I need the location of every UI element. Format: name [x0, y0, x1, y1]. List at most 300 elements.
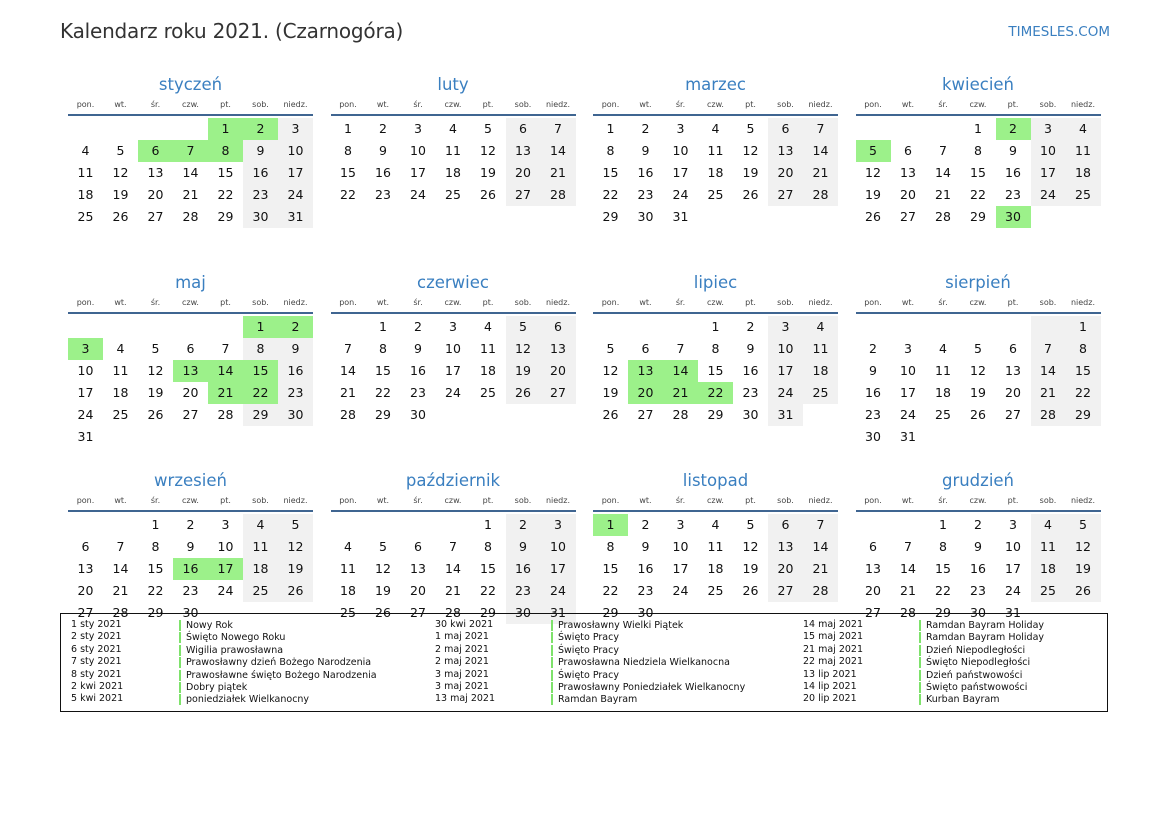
day-cell: 26 [742, 187, 759, 202]
day-cell: 3 [541, 514, 576, 536]
day-cell: 19 [742, 561, 759, 576]
holiday-day-cell: 14 [663, 360, 698, 382]
day-cell: 24 [445, 385, 461, 400]
weekday-header [593, 98, 838, 116]
day-cell: 24 [410, 187, 426, 202]
day-cell: 7 [344, 341, 352, 356]
weekday-label: pt. [1007, 100, 1019, 109]
day-cell: 26 [1066, 580, 1101, 602]
days-grid [856, 316, 1101, 448]
weekday-label: pt. [482, 496, 494, 505]
empty-day-cell [138, 316, 173, 338]
day-cell: 31 [77, 429, 94, 444]
day-cell: 24 [77, 407, 94, 422]
empty-day-cell [926, 316, 961, 338]
day-cell: 14 [803, 536, 838, 558]
weekday-label: pt. [220, 298, 231, 307]
day-cell: 17 [445, 363, 461, 378]
weekday-label: wt. [639, 496, 652, 505]
day-cell: 14 [1031, 360, 1066, 382]
day-cell: 6 [541, 316, 576, 338]
holiday-day-cell: 3 [68, 338, 103, 360]
day-cell: 19 [375, 583, 391, 598]
days-grid [593, 316, 838, 426]
day-cell: 1 [344, 121, 352, 136]
empty-day-cell [208, 316, 243, 338]
day-cell: 5 [746, 517, 755, 532]
day-cell: 25 [243, 580, 278, 602]
holiday-name: poniedziałek Wielkanocny [179, 694, 309, 705]
weekday-label: śr. [150, 496, 161, 505]
day-cell: 10 [1031, 140, 1066, 162]
day-cell: 15 [1066, 360, 1101, 382]
day-cell: 25 [1066, 184, 1101, 206]
holiday-name: Ramdan Bayram Holiday [919, 632, 1044, 643]
day-cell: 3 [278, 118, 313, 140]
day-cell: 19 [1066, 558, 1101, 580]
day-cell: 8 [379, 341, 387, 356]
day-cell: 9 [869, 363, 877, 378]
day-cell: 15 [935, 561, 951, 576]
day-cell: 2 [869, 341, 877, 356]
empty-day-cell [103, 316, 138, 338]
weekday-label: śr. [150, 100, 161, 109]
holiday-date: 8 sty 2021 [71, 668, 122, 680]
day-cell: 23 [970, 583, 986, 598]
day-cell: 2 [974, 517, 982, 532]
day-cell: 9 [641, 143, 650, 158]
weekday-label: wt. [376, 298, 390, 307]
day-cell: 20 [768, 558, 803, 580]
weekday-label: niedz. [808, 496, 833, 505]
empty-day-cell [628, 316, 663, 338]
day-cell: 25 [112, 407, 129, 422]
day-cell: 30 [865, 429, 881, 444]
day-cell: 21 [340, 385, 356, 400]
day-cell: 4 [116, 341, 125, 356]
weekday-label: czw. [444, 100, 462, 109]
day-cell: 9 [186, 539, 195, 554]
holiday-date: 15 maj 2021 [803, 631, 864, 643]
holiday-date: 1 maj 2021 [435, 631, 489, 643]
holiday-day-cell: 15 [243, 360, 278, 382]
day-cell: 18 [340, 583, 356, 598]
weekday-header [593, 494, 838, 512]
holiday-date: 14 maj 2021 [803, 619, 864, 630]
day-cell: 28 [182, 209, 199, 224]
empty-day-cell [961, 316, 996, 338]
weekday-header [331, 98, 576, 116]
day-cell: 15 [970, 165, 986, 180]
day-cell: 16 [1005, 165, 1021, 180]
day-cell: 18 [803, 360, 838, 382]
day-cell: 26 [506, 382, 541, 404]
day-cell: 9 [278, 338, 313, 360]
day-cell: 17 [1005, 561, 1021, 576]
day-cell: 21 [935, 187, 951, 202]
day-cell: 17 [77, 385, 94, 400]
day-cell: 22 [1066, 382, 1101, 404]
weekday-label: sob. [252, 298, 269, 307]
weekday-label: sob. [1039, 496, 1057, 505]
weekday-header [68, 296, 313, 314]
day-cell: 13 [147, 165, 164, 180]
empty-day-cell [856, 118, 891, 140]
day-cell: 1 [974, 121, 982, 136]
month-name: luty [437, 75, 469, 94]
day-cell: 26 [970, 407, 986, 422]
holiday-name: Święto Pracy [551, 645, 619, 656]
day-cell: 4 [484, 319, 492, 334]
day-cell: 5 [278, 514, 313, 536]
holiday-date: 2 sty 2021 [71, 631, 122, 643]
day-cell: 8 [974, 143, 982, 158]
empty-day-cell [926, 118, 961, 140]
days-grid [331, 514, 576, 624]
day-cell: 23 [1005, 187, 1021, 202]
day-cell: 21 [900, 583, 916, 598]
day-cell: 19 [742, 165, 759, 180]
day-cell: 9 [641, 539, 650, 554]
day-cell: 20 [77, 583, 94, 598]
day-cell: 14 [935, 165, 951, 180]
day-cell: 28 [672, 407, 689, 422]
holiday-name: Prawosławny dzień Bożego Narodzenia [179, 657, 371, 668]
day-cell: 4 [243, 514, 278, 536]
day-cell: 3 [676, 121, 685, 136]
day-cell: 31 [278, 206, 313, 228]
weekday-label: wt. [376, 100, 390, 109]
day-cell: 18 [1031, 558, 1066, 580]
weekday-header [593, 296, 838, 314]
weekday-label: sob. [252, 496, 269, 505]
day-cell: 20 [900, 187, 916, 202]
weekday-label: wt. [639, 298, 652, 307]
day-cell: 15 [147, 561, 164, 576]
days-grid [331, 316, 576, 426]
holiday-name: Dzień Niepodległości [919, 645, 1025, 656]
day-cell: 12 [278, 536, 313, 558]
day-cell: 13 [77, 561, 94, 576]
day-cell: 18 [112, 385, 129, 400]
empty-day-cell [891, 118, 926, 140]
holiday-name: Święto Pracy [551, 670, 619, 681]
day-cell: 25 [340, 605, 356, 620]
day-cell: 13 [768, 536, 803, 558]
weekday-label: śr. [675, 298, 686, 307]
day-cell: 20 [506, 162, 541, 184]
month-calendar [331, 72, 576, 248]
weekday-label: śr. [413, 298, 423, 307]
day-cell: 28 [803, 580, 838, 602]
day-cell: 7 [1031, 338, 1066, 360]
day-cell: 7 [904, 539, 912, 554]
day-cell: 7 [116, 539, 125, 554]
day-cell: 6 [768, 514, 803, 536]
empty-day-cell [331, 316, 366, 338]
day-cell: 25 [803, 382, 838, 404]
day-cell: 21 [541, 162, 576, 184]
weekday-label: czw. [182, 496, 199, 505]
day-cell: 27 [900, 209, 916, 224]
day-cell: 11 [707, 539, 724, 554]
day-cell: 18 [480, 363, 496, 378]
day-cell: 13 [541, 338, 576, 360]
day-cell: 2 [506, 514, 541, 536]
weekday-label: pt. [220, 100, 231, 109]
day-cell: 9 [1009, 143, 1017, 158]
holiday-day-cell: 1 [243, 316, 278, 338]
holiday-date: 3 maj 2021 [435, 680, 489, 692]
holiday-date: 1 sty 2021 [71, 619, 122, 630]
empty-day-cell [366, 514, 401, 536]
day-cell: 22 [340, 187, 356, 202]
day-cell: 5 [1066, 514, 1101, 536]
day-cell: 30 [278, 404, 313, 426]
weekday-label: pon. [601, 100, 620, 109]
holiday-name: Nowy Rok [179, 620, 233, 631]
day-cell: 8 [151, 539, 160, 554]
holiday-date: 2 maj 2021 [435, 643, 489, 655]
weekday-label: sob. [514, 496, 532, 505]
month-calendar [593, 270, 838, 446]
day-cell: 26 [602, 407, 619, 422]
day-cell: 1 [151, 517, 160, 532]
day-cell: 15 [375, 363, 391, 378]
empty-day-cell [173, 316, 208, 338]
day-cell: 24 [768, 382, 803, 404]
day-cell: 1 [939, 517, 947, 532]
weekday-label: śr. [675, 100, 686, 109]
day-cell: 23 [243, 184, 278, 206]
day-cell: 10 [541, 536, 576, 558]
day-cell: 27 [865, 605, 881, 620]
day-cell: 5 [116, 143, 125, 158]
weekday-label: niedz. [1070, 298, 1096, 307]
day-cell: 30 [410, 407, 426, 422]
weekday-label: wt. [114, 100, 127, 109]
weekday-label: pon. [601, 496, 620, 505]
empty-day-cell [103, 118, 138, 140]
day-cell: 19 [865, 187, 881, 202]
day-cell: 21 [182, 187, 199, 202]
month-name: styczeń [158, 75, 223, 94]
day-cell: 18 [707, 561, 724, 576]
holiday-date: 3 maj 2021 [435, 668, 489, 680]
day-cell: 29 [970, 209, 986, 224]
weekday-header [68, 98, 313, 116]
day-cell: 5 [746, 121, 755, 136]
day-cell: 9 [506, 536, 541, 558]
day-cell: 3 [904, 341, 912, 356]
holiday-day-cell: 2 [278, 316, 313, 338]
day-cell: 27 [768, 184, 803, 206]
day-cell: 16 [375, 165, 391, 180]
day-cell: 14 [900, 561, 916, 576]
day-cell: 5 [151, 341, 160, 356]
day-cell: 4 [939, 341, 947, 356]
day-cell: 3 [414, 121, 422, 136]
day-cell: 4 [803, 316, 838, 338]
day-cell: 8 [484, 539, 492, 554]
day-cell: 25 [1031, 580, 1066, 602]
day-cell: 24 [1005, 583, 1021, 598]
day-cell: 28 [541, 184, 576, 206]
weekday-label: pon. [339, 298, 357, 307]
day-cell: 27 [410, 605, 426, 620]
day-cell: 13 [900, 165, 916, 180]
day-cell: 16 [865, 385, 881, 400]
day-cell: 26 [147, 407, 164, 422]
weekday-label: niedz. [545, 496, 571, 505]
day-cell: 23 [278, 382, 313, 404]
holiday-date: 6 sty 2021 [71, 643, 122, 655]
day-cell: 6 [81, 539, 90, 554]
day-cell: 9 [974, 539, 982, 554]
day-cell: 21 [445, 583, 461, 598]
holiday-name: Prawosławne święto Bożego Narodzenia [179, 670, 377, 681]
day-cell: 29 [217, 209, 234, 224]
day-cell: 24 [278, 184, 313, 206]
day-cell: 2 [746, 319, 755, 334]
holiday-date: 30 kwi 2021 [435, 619, 494, 630]
day-cell: 22 [970, 187, 986, 202]
day-cell: 12 [742, 539, 759, 554]
days-grid [68, 316, 313, 448]
holiday-day-cell: 6 [138, 140, 173, 162]
weekday-label: pt. [745, 298, 756, 307]
day-cell: 17 [768, 360, 803, 382]
day-cell: 10 [410, 143, 426, 158]
day-cell: 23 [182, 583, 199, 598]
weekday-label: pon. [339, 496, 357, 505]
day-cell: 6 [506, 118, 541, 140]
day-cell: 28 [112, 605, 129, 620]
day-cell: 5 [379, 539, 387, 554]
weekday-label: niedz. [283, 298, 308, 307]
day-cell: 12 [375, 561, 391, 576]
day-cell: 26 [742, 583, 759, 598]
day-cell: 21 [803, 162, 838, 184]
holiday-day-cell: 5 [856, 140, 891, 162]
day-cell: 5 [506, 316, 541, 338]
holiday-date: 5 kwi 2021 [71, 693, 124, 705]
day-cell: 31 [1005, 605, 1021, 620]
holiday-name: Prawosławny Poniedziałek Wielkanocny [551, 682, 745, 693]
day-cell: 18 [1066, 162, 1101, 184]
day-cell: 17 [278, 162, 313, 184]
holiday-date: 13 lip 2021 [803, 668, 857, 680]
empty-day-cell [891, 514, 926, 536]
weekday-label: pt. [482, 100, 494, 109]
day-cell: 15 [602, 165, 619, 180]
day-cell: 7 [803, 514, 838, 536]
holiday-name: Kurban Bayram [919, 694, 1000, 705]
day-cell: 11 [340, 561, 356, 576]
holiday-date: 7 sty 2021 [71, 656, 122, 668]
day-cell: 6 [641, 341, 650, 356]
weekday-label: sob. [777, 496, 794, 505]
day-cell: 4 [1031, 514, 1066, 536]
day-cell: 25 [935, 407, 951, 422]
weekday-label: śr. [413, 100, 423, 109]
day-cell: 19 [112, 187, 129, 202]
day-cell: 29 [147, 605, 164, 620]
weekday-label: niedz. [1070, 496, 1096, 505]
day-cell: 22 [602, 187, 619, 202]
day-cell: 3 [449, 319, 457, 334]
weekday-header [856, 296, 1101, 314]
day-cell: 4 [711, 517, 720, 532]
day-cell: 8 [243, 338, 278, 360]
holiday-day-cell: 20 [628, 382, 663, 404]
day-cell: 18 [77, 187, 94, 202]
weekday-label: czw. [969, 496, 987, 505]
holiday-name: Święto państwowości [919, 682, 1027, 693]
day-cell: 27 [637, 407, 654, 422]
day-cell: 30 [742, 407, 759, 422]
empty-day-cell [1031, 316, 1066, 338]
empty-day-cell [856, 514, 891, 536]
day-cell: 12 [480, 143, 496, 158]
day-cell: 25 [707, 583, 724, 598]
weekday-label: sob. [514, 100, 532, 109]
day-cell: 29 [375, 407, 391, 422]
day-cell: 26 [278, 580, 313, 602]
day-cell: 12 [147, 363, 164, 378]
day-cell: 23 [742, 385, 759, 400]
day-cell: 6 [414, 539, 422, 554]
day-cell: 17 [541, 558, 576, 580]
site-link[interactable]: TIMESLES.COM [1008, 24, 1110, 40]
weekday-label: niedz. [808, 100, 833, 109]
day-cell: 31 [541, 602, 576, 624]
day-cell: 6 [904, 143, 912, 158]
days-grid [593, 514, 838, 624]
day-cell: 20 [1005, 385, 1021, 400]
day-cell: 27 [541, 382, 576, 404]
day-cell: 15 [340, 165, 356, 180]
day-cell: 19 [602, 385, 619, 400]
day-cell: 31 [768, 404, 803, 426]
weekday-label: pt. [1007, 496, 1019, 505]
day-cell: 13 [506, 140, 541, 162]
day-cell: 12 [742, 143, 759, 158]
day-cell: 4 [711, 121, 720, 136]
day-cell: 23 [865, 407, 881, 422]
day-cell: 10 [672, 143, 689, 158]
month-name: czerwiec [417, 273, 489, 292]
day-cell: 13 [865, 561, 881, 576]
day-cell: 30 [182, 605, 199, 620]
day-cell: 23 [637, 583, 654, 598]
day-cell: 28 [340, 407, 356, 422]
day-cell: 16 [970, 561, 986, 576]
day-cell: 29 [243, 404, 278, 426]
day-cell: 11 [77, 165, 94, 180]
day-cell: 8 [939, 539, 947, 554]
holiday-date: 21 maj 2021 [803, 643, 864, 655]
day-cell: 2 [414, 319, 422, 334]
weekday-header [856, 494, 1101, 512]
day-cell: 29 [602, 605, 619, 620]
day-cell: 28 [803, 184, 838, 206]
day-cell: 16 [742, 363, 759, 378]
holiday-day-cell: 16 [173, 558, 208, 580]
day-cell: 13 [410, 561, 426, 576]
weekday-label: sob. [514, 298, 532, 307]
day-cell: 19 [147, 385, 164, 400]
